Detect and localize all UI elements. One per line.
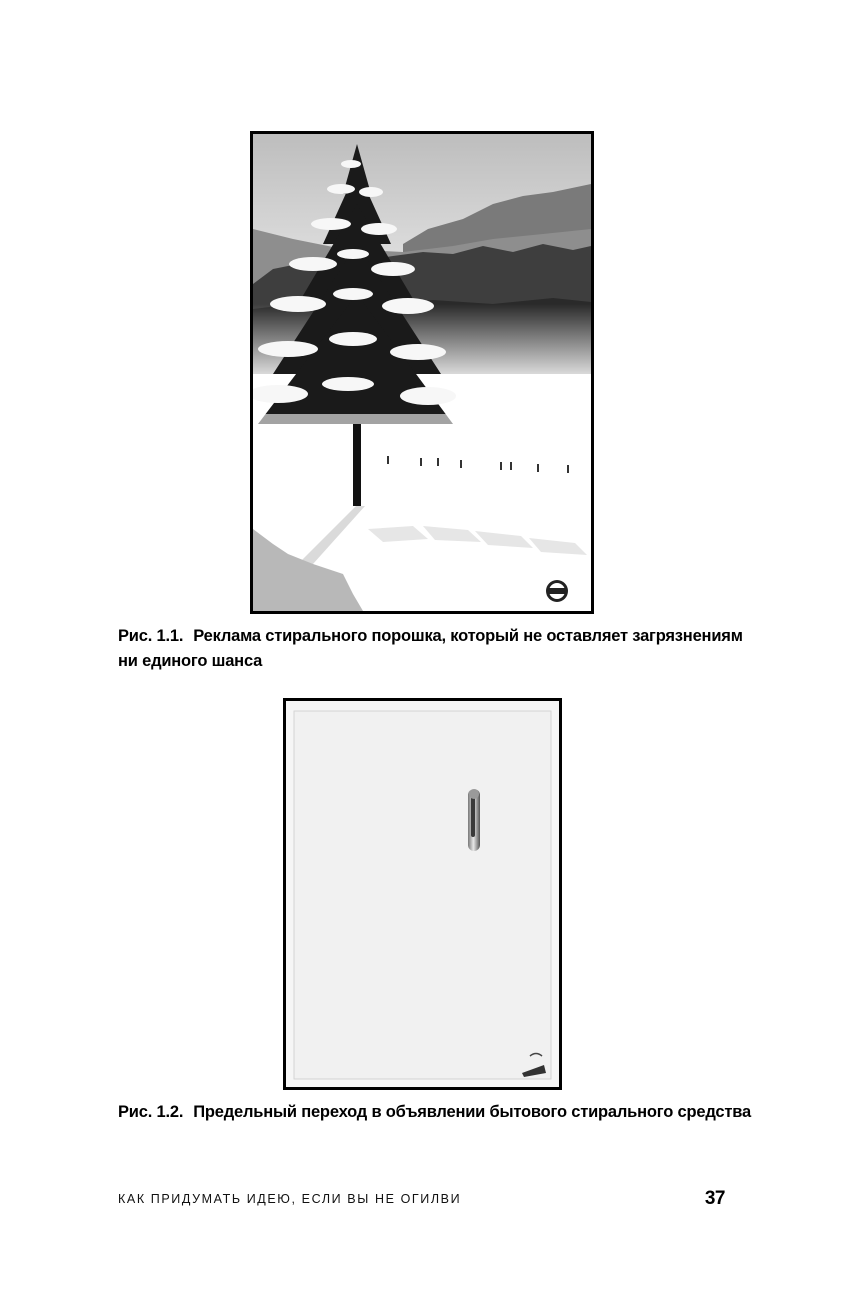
figure-2-caption-text: Предельный переход в объявлении бытового стирального средства xyxy=(193,1103,751,1121)
figure-2-label: Рис. 1.2. xyxy=(118,1103,184,1121)
page-number: 37 xyxy=(704,1188,725,1209)
white-sheet-illustration xyxy=(286,701,559,1087)
figure-1-caption xyxy=(118,624,758,674)
pen-icon xyxy=(468,789,480,851)
figure-1-image xyxy=(250,131,594,614)
figure-1-caption-text: Реклама стирального порошка, который не оставляет загрязнениям ни единого шанса xyxy=(118,627,743,670)
figure-2-image xyxy=(283,698,562,1090)
snowy-tree-illustration xyxy=(253,134,591,611)
running-footer-title: КАК ПРИДУМАТЬ ИДЕЮ, ЕСЛИ ВЫ НЕ ОГИЛВИ xyxy=(118,1192,462,1206)
figure-2-caption xyxy=(118,1100,758,1125)
brand-logo xyxy=(546,580,568,602)
figure-1-label: Рис. 1.1. xyxy=(118,627,184,645)
